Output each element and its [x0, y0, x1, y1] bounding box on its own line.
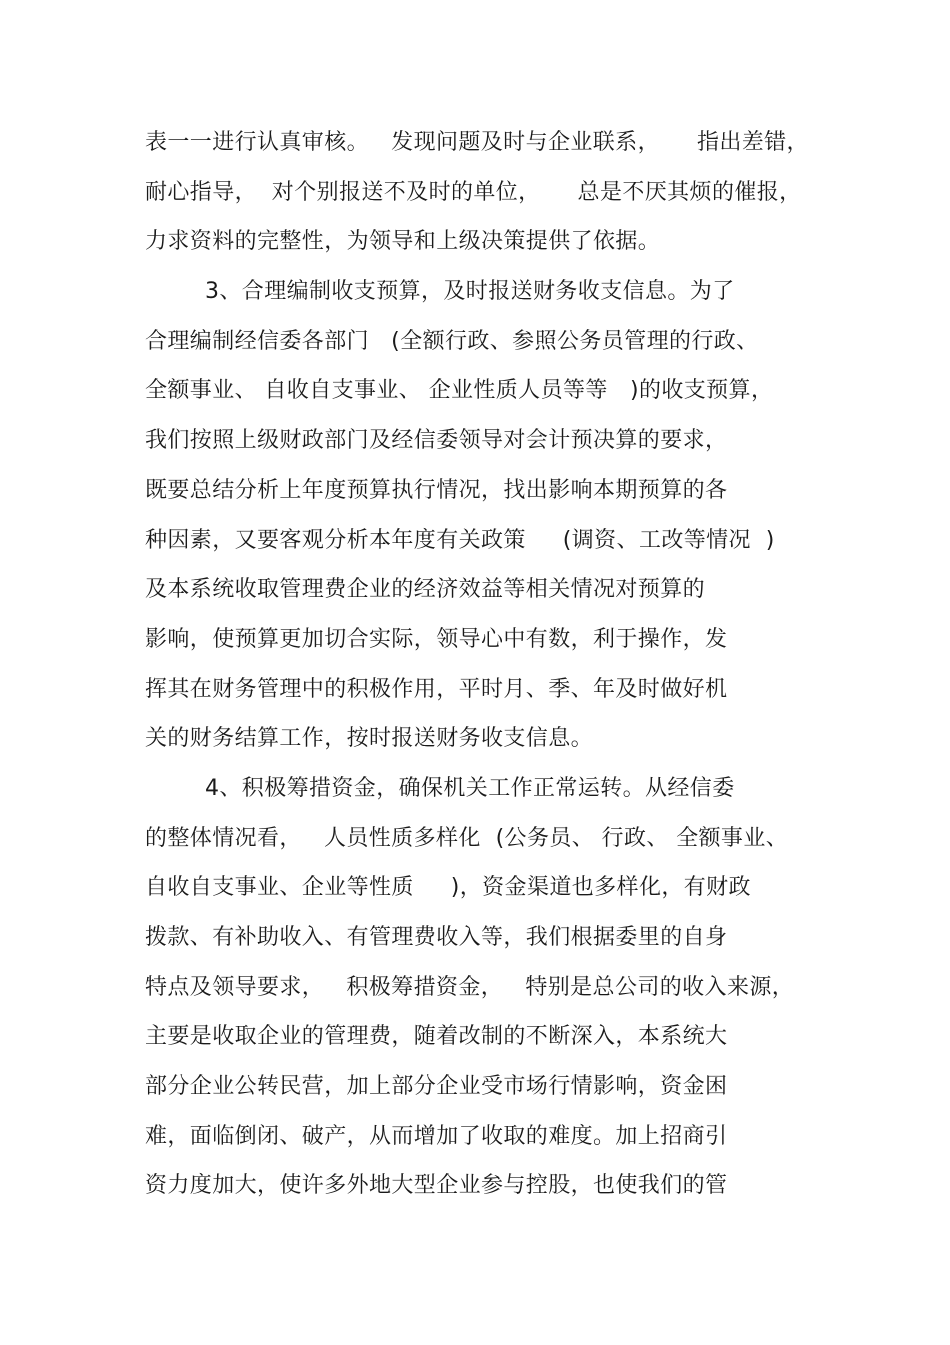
text-line-9: 种因素，又要客观分析本年度有关政策 (调资、工改等情况 )	[145, 527, 775, 553]
text-line-14: 4、积极筹措资金，确保机关工作正常运转。从经信委	[205, 775, 735, 801]
text-line-10: 及本系统收取管理费企业的经济效益等相关情况对预算的	[145, 577, 706, 603]
text-line-16: 自收自支事业、企业等性质 )，资金渠道也多样化，有财政	[145, 875, 751, 901]
text-line-5: 合理编制经信委各部门 (全额行政、参照公务员管理的行政、	[145, 328, 759, 354]
text-line-13: 关的财务结算工作，按时报送财务收支信息。	[145, 726, 594, 752]
text-line-8: 既要总结分析上年度预算执行情况，找出影响本期预算的各	[145, 477, 728, 503]
text-line-7: 我们按照上级财政部门及经信委领导对会计预决算的要求，	[145, 428, 728, 454]
body-text	[145, 118, 845, 1211]
text-line-20: 部分企业公转民营，加上部分企业受市场行情影响，资金困	[145, 1074, 728, 1100]
text-line-12: 挥其在财务管理中的积极作用，平时月、季、年及时做好机	[145, 676, 728, 702]
text-line-17: 拨款、有补助收入、有管理费收入等，我们根据委里的自身	[145, 925, 728, 950]
text-line-11: 影响，使预算更加切合实际，领导心中有数，利于操作，发	[145, 626, 728, 652]
text-line-19: 主要是收取企业的管理费，随着改制的不断深入，本系统大	[145, 1024, 728, 1050]
text-line-3: 力求资料的完整性，为领导和上级决策提供了依据。	[145, 229, 661, 255]
text-line-1: 表一一进行认真审核。 发现问题及时与企业联系， 指出差错，	[145, 130, 809, 155]
text-line-2: 耐心指导， 对个别报送不及时的单位， 总是不厌其烦的催报，	[145, 179, 802, 205]
text-line-4: 3、合理编制收支预算，及时报送财务收支信息。为了	[205, 279, 735, 305]
text-line-22: 资力度加大，使许多外地大型企业参与控股，也使我们的管	[145, 1173, 728, 1199]
text-line-21: 难，面临倒闭、破产，从而增加了收取的难度。加上招商引	[145, 1123, 728, 1149]
text-line-15: 的整体情况看， 人员性质多样化 (公务员、 行政、 全额事业、	[145, 825, 789, 851]
text-line-18: 特点及领导要求， 积极筹措资金， 特别是总公司的收入来源，	[145, 974, 795, 1000]
text-line-6: 全额事业、 自收自支事业、 企业性质人员等等 )的收支预算，	[145, 378, 774, 404]
